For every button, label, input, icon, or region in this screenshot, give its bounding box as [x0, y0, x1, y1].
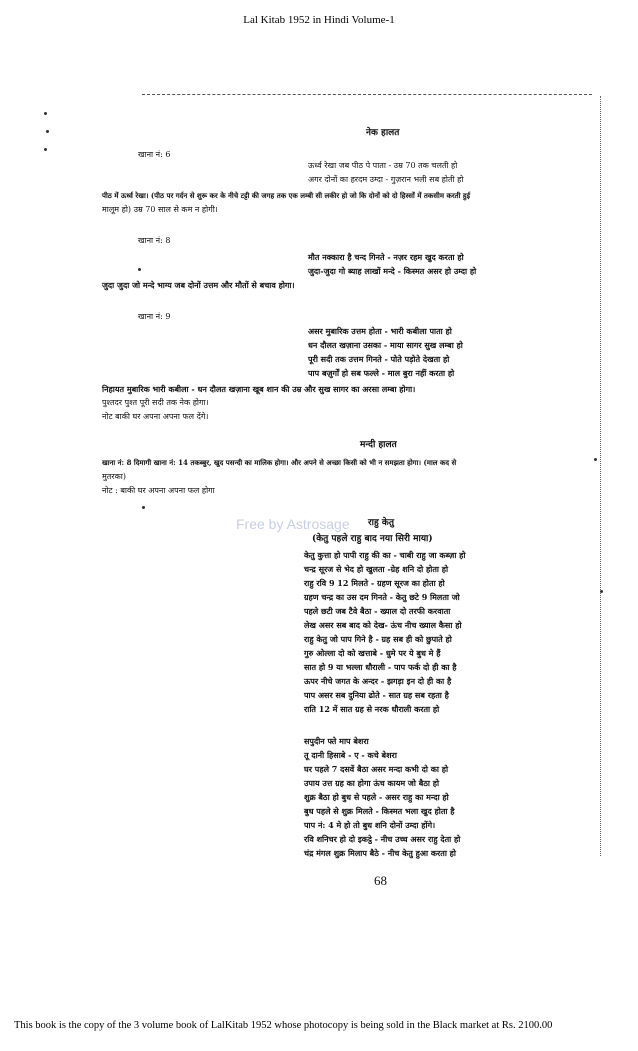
scanned-page	[102, 90, 606, 910]
sarpudhan-line: शुक्र बैठा हो बुध से पहले - असर राहु का मन्दा हो	[304, 792, 449, 802]
scan-right-border	[600, 96, 601, 856]
rahu-line: ऊपर नीचे जगत के अन्दर - झगड़ा इन दो ही का है	[304, 676, 452, 686]
nek-halat-heading: नेक हालत	[366, 128, 400, 138]
sarpudhan-line: चंद्र मंगल शुक्र मिलाप बैठे - नीच केतु हुआ करता हो	[304, 848, 456, 858]
scan-speck	[46, 130, 49, 133]
khana8-label: खाना नं: 8	[138, 236, 171, 245]
scan-speck	[44, 112, 47, 115]
scan-top-border	[142, 94, 592, 95]
scan-speck	[594, 458, 597, 461]
rahu-ketu-subtitle: (केतु पहले राहु बाद नया सिरी माया)	[312, 534, 433, 544]
rahu-line: पाप असर सब दुनिया ढोते - सात ग्रह सब रहता है	[304, 690, 449, 700]
rahu-ketu-title: राहु केतु	[368, 518, 394, 528]
khana9-line4: पाप बज़ुर्गों हो सब फल्ले - माल बुरा नहीं करता हो	[308, 368, 455, 378]
rahu-line: राहु केतु जो पाप गिने है - ग्रह सब ही को छुपाते हो	[304, 634, 452, 644]
khana9-line6: पुश्तदर पुश्त पूरी सदी तक नेक होगा।	[102, 398, 209, 407]
khana9-line1: असर मुबारिक उत्तम होता - भारी कबीला पाता हो	[308, 326, 452, 336]
khana8-line3: जुदा जुदा जो मन्दे भाग्य जब दोनों उत्तम और मौतों से बचाव होगा।	[102, 280, 295, 290]
rahu-line: केतु कुत्ता हो पापी राहु की का - चाबी राहु जा कब्ज़ा हो	[304, 550, 466, 560]
sarpudhan-line: घर पहले 7 दसवें बैठा असर मन्दा कभी दो का हो	[304, 764, 449, 774]
khana9-line5: निहायत मुबारिक भारी कबीला - धन दौलत खज़ाना खूब शान की उम्र और सुख सागर का अरसा लम्बा होगा।	[102, 384, 416, 394]
sarpudhan-line: सपुदीन फ्ते माप बेशरा	[304, 736, 369, 746]
khana9-line2: धन दौलत खज़ाना उसका - माया सागर सुख लम्बा हो	[308, 340, 463, 350]
rahu-line: राहु रवि 9 12 मिलते - ग्रहण सूरज का होता हो	[304, 578, 445, 588]
sarpudhan-line: बुध पहले से शुक्र मिलते - किस्मत भला खुद होता है	[304, 806, 455, 816]
khana9-line3: पूरी सदी तक उत्तम गिनते - पोते पड़ोते देखता हो	[308, 354, 450, 364]
khana6-line2: अगर दोनों का हरदम उम्दा - गुज़रान भली सब होती हो	[308, 175, 464, 184]
khana8-line1: मौत नक्कारा है चन्द गिनते - नज़र रहम खुद करता हो	[308, 252, 464, 262]
khana9-label: खाना नं: 9	[138, 312, 171, 321]
mandi-line2: मुतरका)	[102, 472, 126, 481]
mandi-line1: खाना नं: 8 दिमागी खाना नं: 14 तकब्बुर, खुद पसन्दी का मालिक होगा। और अपने से अच्छा किसी को भी न समझता होगा। (माल कद से	[102, 458, 457, 467]
page-footer: This book is the copy of the 3 volume book of LalKitab 1952 whose photocopy is being sold in the Black market at Rs. 2100.00	[14, 1020, 553, 1031]
mandi-note: नोट : बाकी घर अपना अपना फल होगा	[102, 486, 215, 495]
khana8-line2: जुदा-जुदा गो ब्याह लाखों मन्दे - किस्मत असर हो उम्दा हो	[308, 266, 477, 276]
mandi-halat-heading: मन्दी हालत	[360, 440, 397, 450]
scan-speck	[44, 148, 47, 151]
sarpudhan-line: तू दानी हिसाबे - ए - कचे बेशरा	[304, 750, 397, 760]
rahu-line: सात हो 9 या भल्ला धौराली - पाप फर्क दो ही का है	[304, 662, 457, 672]
page-number: 68	[374, 873, 387, 888]
rahu-line: राति 12 में सात ग्रह से नरक धौराली करता हो	[304, 704, 440, 714]
scan-speck	[142, 506, 145, 509]
khana6-line4: मालूम हो) उम्र 70 साल से कम न होगी।	[102, 205, 218, 214]
khana9-line7: नोट बाकी घर अपना अपना फल देंगे।	[102, 412, 209, 421]
khana6-label: खाना नं: 6	[138, 150, 171, 159]
sarpudhan-line: पाप नं: 4 मे हो तो बुध शनि दोनों उम्दा होंगे।	[304, 820, 436, 830]
rahu-line: ग्रहण चन्द्र का उस दम गिनते - केतु छटे 9 मिलता जो	[304, 592, 460, 602]
khana6-line1: ऊर्ध्व रेखा जब पीठ पे पाता - उम्र 70 तक चलती हो	[308, 161, 458, 170]
scan-speck	[600, 590, 603, 593]
rahu-line: लेख असर सब बाद को देख- ऊंच नीच ख्याल कैसा हो	[304, 620, 462, 630]
sarpudhan-line: उपाय उत्त ग्रह का होगा ऊंच कायम जो बैठा हो	[304, 778, 440, 788]
khana6-line3: पीठ में ऊर्ध्व रेखा। (पीठ पर गर्दन से शुरू कर के नीचे टट्टी की जगह तक एक लम्बी सी लकीर हो जो कि दोनों को दो हिस्सों में तकसीम करती हुई	[102, 191, 471, 200]
watermark: Free by Astrosage	[236, 516, 350, 532]
page-header: Lal Kitab 1952 in Hindi Volume-1	[243, 14, 395, 26]
rahu-line: पहले छटी जब टैवे बैठा - ख्याल दो तरफी करवाता	[304, 606, 451, 616]
rahu-line: चन्द्र सूरज से भेद हो खुलता -ग्रेह शनि दो होता हो	[304, 564, 449, 574]
sarpudhan-line: रवि शनिचर हो दो इकट्ठे - नीच उच्च असर राहु देता हो	[304, 834, 461, 844]
scan-speck	[138, 268, 141, 271]
rahu-line: गुरु ओल्ला दो को खत्ताबे - धुमे पर ये बुध मे हैं	[304, 648, 441, 658]
